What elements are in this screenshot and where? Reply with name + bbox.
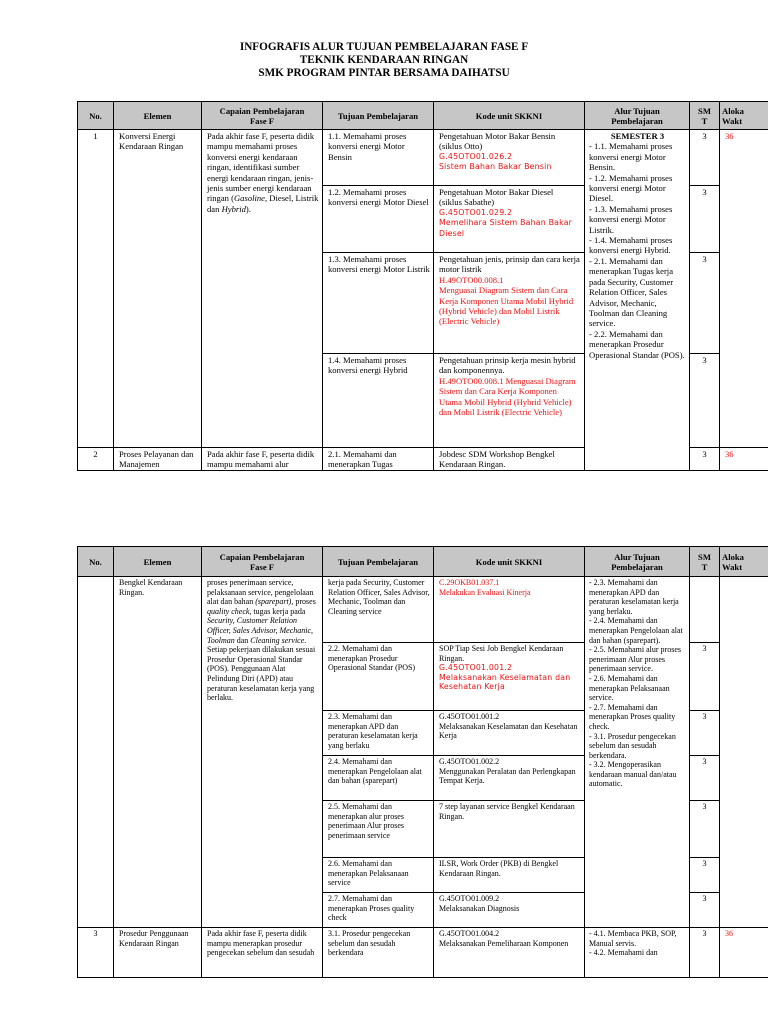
row-smt: 3: [690, 643, 720, 711]
row-kode: Pengetahuan Motor Bakar Diesel (siklus Sabathe) G.45OTO01.029.2 Memelihara Sistem Bahan Bakar Diesel: [434, 186, 585, 253]
table-row: [78, 928, 768, 978]
col-alokasi: Aloka Wakt: [720, 547, 768, 577]
col-kode: Kode unit SKKNI: [434, 102, 585, 130]
row-no: [78, 577, 114, 928]
learning-table-2: [77, 546, 768, 978]
col-tujuan: Tujuan Pembelajaran: [323, 547, 434, 577]
row-smt: 3: [690, 858, 720, 893]
table-header-row: [78, 547, 768, 577]
row-smt: 3: [690, 893, 720, 928]
row-alur: SEMESTER 3 - 1.1. Memahami proses konversi energi Motor Bensin. - 1.2. Memahami proses konversi energi Motor Diesel. - 1.3. Memahami proses konversi energi Motor Listrik. - 1.4. Memahami proses konversi energi Hybrid. - 2.1. Memahami dan menerapkan Tugas kerja pada Security, Customer Relation Officer, Sales Advisor, Mechanic, Toolman dan Cleaning service. - 2.2. Memahami dan menerapkan Prosedur Operasional Standar (POS).: [585, 130, 690, 471]
col-no: No.: [78, 547, 114, 577]
row-tujuan: 2.2. Memahami dan menerapkan Prosedur Operasional Standar (POS): [323, 643, 434, 711]
col-elemen: Elemen: [114, 547, 202, 577]
row-tujuan: 1.3. Memahami proses konversi energi Motor Listrik: [323, 253, 434, 354]
row-kode: G.45OTO01.004.2 Melaksanakan Pemeliharaan Komponen: [434, 928, 585, 978]
row-smt: 3: [690, 801, 720, 858]
row-capaian: proses penerimaan service, pelaksanaan service, pengelolaan alat dan bahan (sparepart), proses quality check, tugas kerja pada Security, Customer Relation Officer, Sales Advisor, Mechanic, Toolman dan Cleaning service. Setiap pekerjaan dilakukan sesuai Prosedur Operasional Standar (POS). Penggunaan Alat Pelindung Diri (APD) atau peraturan keselamatan kerja yang berlaku.: [202, 577, 323, 928]
row-kode: Jobdesc SDM Workshop Bengkel Kendaraan Ringan.: [434, 448, 585, 471]
title-line-3: SMK PROGRAM PINTAR BERSAMA DAIHATSU: [258, 67, 510, 79]
row-no: 1: [78, 130, 114, 448]
row-tujuan: kerja pada Security, Customer Relation Officer, Sales Advisor, Mechanic, Toolman dan Cleaning service: [323, 577, 434, 643]
row-kode: G.45OTO01.009.2 Melaksanakan Diagnosis: [434, 893, 585, 928]
row-smt: 3: [690, 928, 720, 978]
row-tujuan: 3.1. Prosedur pengecekan sebelum dan sesudah berkendara: [323, 928, 434, 978]
table-block-1: [77, 101, 768, 471]
row-tujuan: 1.1. Memahami proses konversi energi Motor Bensin: [323, 130, 434, 186]
row-smt: 3: [690, 186, 720, 253]
table-header-row: [78, 102, 768, 130]
row-elemen: Bengkel Kendaraan Ringan.: [114, 577, 202, 928]
row-alokasi: 36: [720, 448, 768, 471]
row-no: 2: [78, 448, 114, 471]
row-capaian: Pada akhir fase F, peserta didik mampu menerapkan prosedur pengecekan sebelum dan sesudah: [202, 928, 323, 978]
row-kode: G.45OTO01.002.2 Menggunakan Peralatan dan Perlengkapan Tempat Kerja.: [434, 756, 585, 801]
table-row: [78, 577, 768, 643]
col-kode: Kode unit SKKNI: [434, 547, 585, 577]
col-smt: SM T: [690, 102, 720, 130]
row-alur: - 4.1. Membaca PKB, SOP, Manual servis. - 4.2. Memahami dan: [585, 928, 690, 978]
title-line-2: TEKNIK KENDARAAN RINGAN: [299, 54, 469, 66]
row-smt: 3: [690, 448, 720, 471]
row-tujuan: 2.6. Memahami dan menerapkan Pelaksanaan service: [323, 858, 434, 893]
col-no: No.: [78, 102, 114, 130]
row-kode: C.29OKB01.037.1 Melakukan Evaluasi Kinerja: [434, 577, 585, 643]
row-alur: - 2.3. Memahami dan menerapkan APD dan peraturan keselamatan kerja yang berlaku. - 2.4. Memahami dan menerapkan Pengelolaan alat dan bahan (sparepart). - 2.5. Memahami alur proses penerimaan Alur proses penerimaan service. - 2.6. Memahami dan menerapkan Pelaksanaan service. - 2.7. Memahami dan menerapkan Proses quality check. - 3.1. Prosedur pengecekan sebelum dan sesudah berkendara. - 3.2. Mengoperasikan kendaraan manual dan/atau automatic.: [585, 577, 690, 928]
row-kode: 7 step layanan service Bengkel Kendaraan Ringan.: [434, 801, 585, 858]
row-alokasi: 36: [720, 130, 768, 448]
row-kode: Pengetahuan jenis, prinsip dan cara kerja motor listrik H.49OTO00.008.1 Menguasai Diagram Sistem dan Cara Kerja Komponen Utama Mobil Hybrid (Hybrid Vehicle) dan Mobil Listrik (Electric Vehicle): [434, 253, 585, 354]
col-elemen: Elemen: [114, 102, 202, 130]
row-tujuan: 2.4. Memahami dan menerapkan Pengelolaan alat dan bahan (sparepart): [323, 756, 434, 801]
col-capaian: Capaian Pembelajaran Fase F: [202, 102, 323, 130]
row-kode: G.45OTO01.001.2 Melaksanakan Keselamatan dan Kesehatan Kerja: [434, 711, 585, 756]
title-line-1: INFOGRAFIS ALUR TUJUAN PEMBELAJARAN FASE F: [239, 41, 529, 53]
col-smt: SM T: [690, 547, 720, 577]
row-tujuan: 2.3. Memahami dan menerapkan APD dan peraturan keselamatan kerja yang berlaku: [323, 711, 434, 756]
document-title: [0, 41, 768, 80]
row-elemen: Proses Pelayanan dan Manajemen: [114, 448, 202, 471]
row-tujuan: 2.5. Memahami dan menerapkan alur proses penerimaan Alur proses penerimaan service: [323, 801, 434, 858]
row-capaian: Pada akhir fase F, peserta didik mampu memahami proses konversi energi kendaraan ringan, identifikasi sumber energi kendaraan ringan, jenis-jenis sumber energi kendaraan ringan (Gasoline, Diesel, Listrik dan Hybrid).: [202, 130, 323, 448]
learning-table-1: [77, 101, 768, 471]
row-tujuan: 2.7. Memahami dan menerapkan Proses quality check: [323, 893, 434, 928]
row-smt: 3: [690, 130, 720, 186]
col-alur: Alur Tujuan Pembelajaran: [585, 547, 690, 577]
col-capaian: Capaian Pembelajaran Fase F: [202, 547, 323, 577]
col-tujuan: Tujuan Pembelajaran: [323, 102, 434, 130]
row-alokasi: [720, 577, 768, 928]
table-block-2: [77, 546, 768, 978]
row-no: 3: [78, 928, 114, 978]
col-alur: Alur Tujuan Pembelajaran: [585, 102, 690, 130]
row-capaian: Pada akhir fase F, peserta didik mampu memahami alur: [202, 448, 323, 471]
row-smt: 3: [690, 711, 720, 756]
row-smt: 3: [690, 756, 720, 801]
row-smt: 3: [690, 354, 720, 448]
row-kode: ILSR, Work Order (PKB) di Bengkel Kendaraan Ringan.: [434, 858, 585, 893]
col-alokasi: Aloka Wakt: [720, 102, 768, 130]
row-smt: [690, 577, 720, 643]
row-smt: 3: [690, 253, 720, 354]
row-elemen: Prosedur Penggunaan Kendaraan Ringan: [114, 928, 202, 978]
row-tujuan: 2.1. Memahami dan menerapkan Tugas: [323, 448, 434, 471]
row-kode: Pengetahuan Motor Bakar Bensin (siklus Otto) G.45OTO01.026.2 Sistem Bahan Bakar Bensin: [434, 130, 585, 186]
row-tujuan: 1.2. Memahami proses konversi energi Motor Diesel: [323, 186, 434, 253]
row-tujuan: 1.4. Memahami proses konversi energi Hybrid: [323, 354, 434, 448]
row-kode: SOP Tiap Sesi Job Bengkel Kendaraan Ringan. G.45OTO01.001.2 Melaksanakan Keselamatan dan Kesehatan Kerja: [434, 643, 585, 711]
table-row: [78, 130, 768, 186]
row-kode: Pengetahuan prinsip kerja mesin hybrid dan komponennya. H.49OTO00.008.1 Menguasai Diagram Sistem dan Cara Kerja Komponen Utama Mobil Hybrid (Hybrid Vehicle) dan Mobil Listrik (Electric Vehicle): [434, 354, 585, 448]
row-elemen: Konversi Energi Kendaraan Ringan: [114, 130, 202, 448]
row-alokasi: 36: [720, 928, 768, 978]
